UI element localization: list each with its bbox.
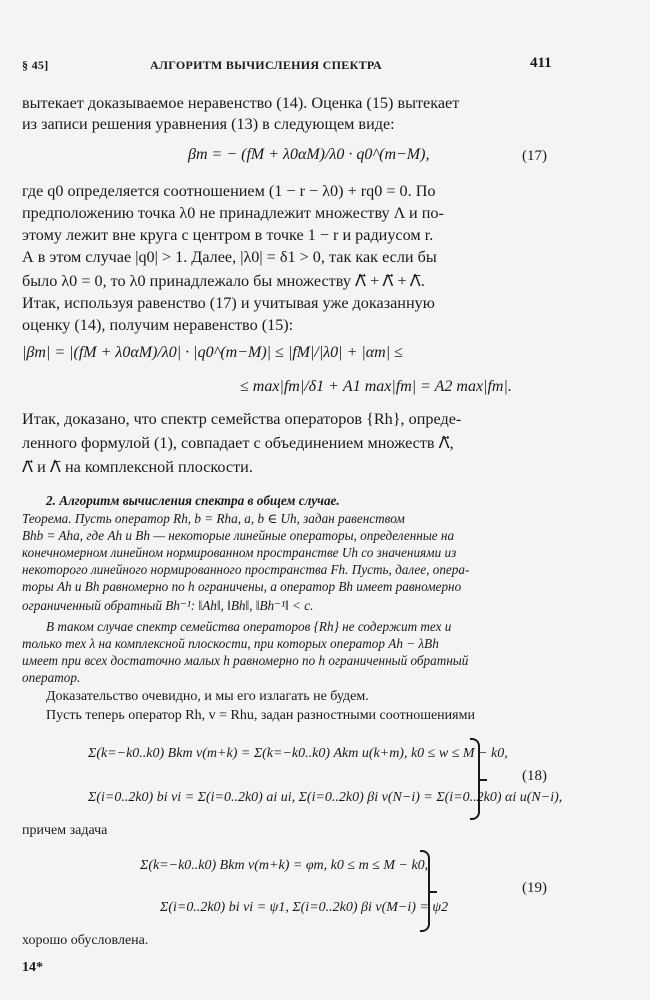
paragraph-line: хорошо обусловлена.	[22, 933, 149, 948]
paragraph-line: Итак, используя равенство (17) и учитывая уже доказанную	[22, 294, 435, 312]
theorem-line: торы Ah и Bh равномерно по h ограничены, а оператор Bh имеет равномерно	[22, 579, 462, 594]
paragraph-line: А в этом случае |q0| > 1. Далее, |λ0| = δ1 > 0, так как если бы	[22, 248, 437, 266]
equation-19-brace	[420, 850, 430, 932]
paragraph-line: Итак, доказано, что спектр семейства операторов {Rh}, опреде-	[22, 410, 462, 428]
inequality-line-2: ≤ max|fm|/δ1 + A1 max|fm| = A2 max|fm|.	[240, 378, 512, 395]
paragraph-line: где q0 определяется соотношением (1 − r − λ0) + rq0 = 0. По	[22, 182, 436, 200]
signature-mark: 14*	[22, 960, 43, 975]
equation-19-line-1: Σ(k=−k0..k0) Bkm v(m+k) = φm, k0 ≤ m ≤ M − k0,	[140, 858, 429, 873]
paragraph-line: этому лежит вне круга с центром в точке 1 − r и радиусом r.	[22, 226, 434, 244]
theorem-line: конечномерном линейном нормированном пространстве Uh со значениями из	[22, 545, 457, 560]
paragraph-line: ленного формулой (1), совпадает с объединением множеств Λ⃡,	[22, 434, 454, 452]
equation-number-18: (18)	[522, 768, 547, 784]
section-marker: § 45]	[22, 58, 49, 72]
paragraph-line: предположению точка λ0 не принадлежит множеству Λ и по-	[22, 204, 444, 222]
equation-number-19: (19)	[522, 880, 547, 896]
equation-17: βm = − (fM + λ0αM)/λ0 · q0^(m−M),	[188, 146, 430, 163]
theorem-line: некоторого линейного нормированного пространства Fh. Пусть, далее, опера-	[22, 562, 470, 577]
theorem-line: только тех λ на комплексной плоскости, при которых оператор Ah − λBh	[22, 636, 439, 651]
theorem-line: В таком случае спектр семейства операторов {Rh} не содержит тех и	[46, 619, 452, 634]
proof-line: Доказательство очевидно, и мы его излагать не будем.	[46, 689, 369, 704]
equation-18-line-2: Σ(i=0..2k0) bi vi = Σ(i=0..2k0) ai ui, Σ(i=0..2k0) βi v(N−i) = Σ(i=0..2k0) αi u(N−i),	[88, 790, 563, 805]
theorem-line: ограниченный обратный Bh⁻¹: ‖Ah‖, ‖Bh‖, ‖Bh⁻¹‖ < c.	[22, 598, 314, 613]
theorem-line: Bhb = Aha, где Ah и Bh — некоторые линейные операторы, определенные на	[22, 528, 455, 543]
paragraph-line: причем задача	[22, 823, 108, 838]
running-title: АЛГОРИТМ ВЫЧИСЛЕНИЯ СПЕКТРА	[150, 58, 382, 72]
paragraph-line: оценку (14), получим неравенство (15):	[22, 316, 294, 334]
theorem-line: оператор.	[22, 670, 81, 685]
theorem-line: имеет при всех достаточно малых h равномерно по h ограниченный обратный	[22, 653, 469, 668]
equation-number-17: (17)	[522, 148, 547, 164]
paragraph-line: из записи решения уравнения (13) в следующем виде:	[22, 115, 395, 133]
theorem-line: Теорема. Пусть оператор Rh, b = Rha, a, b ∈ Uh, задан равенством	[22, 511, 405, 526]
equation-19-line-2: Σ(i=0..2k0) bi vi = ψ1, Σ(i=0..2k0) βi v(M−i) = ψ2	[160, 900, 449, 915]
paragraph-line: Пусть теперь оператор Rh, v = Rhu, задан разностными соотношениями	[46, 708, 475, 723]
inequality-line-1: |βm| = |(fM + λ0αM)/λ0| · |q0^(m−M)| ≤ |fM|/|λ0| + |αm| ≤	[22, 344, 403, 361]
paragraph-line: Λ⃗ и Λ⃖ на комплексной плоскости.	[22, 458, 253, 476]
paragraph-line: вытекает доказываемое неравенство (14). Оценка (15) вытекает	[22, 94, 460, 112]
page-number: 411	[530, 55, 552, 71]
equation-18-line-1: Σ(k=−k0..k0) Bkm v(m+k) = Σ(k=−k0..k0) Akm u(k+m), k0 ≤ w ≤ M − k0,	[88, 746, 508, 761]
equation-18-brace	[470, 738, 480, 820]
subsection-heading: 2. Алгоритм вычисления спектра в общем случае.	[46, 493, 340, 508]
paragraph-line: было λ0 = 0, то λ0 принадлежало бы множеству Λ⃡ + Λ⃗ + Λ⃖.	[22, 272, 425, 290]
